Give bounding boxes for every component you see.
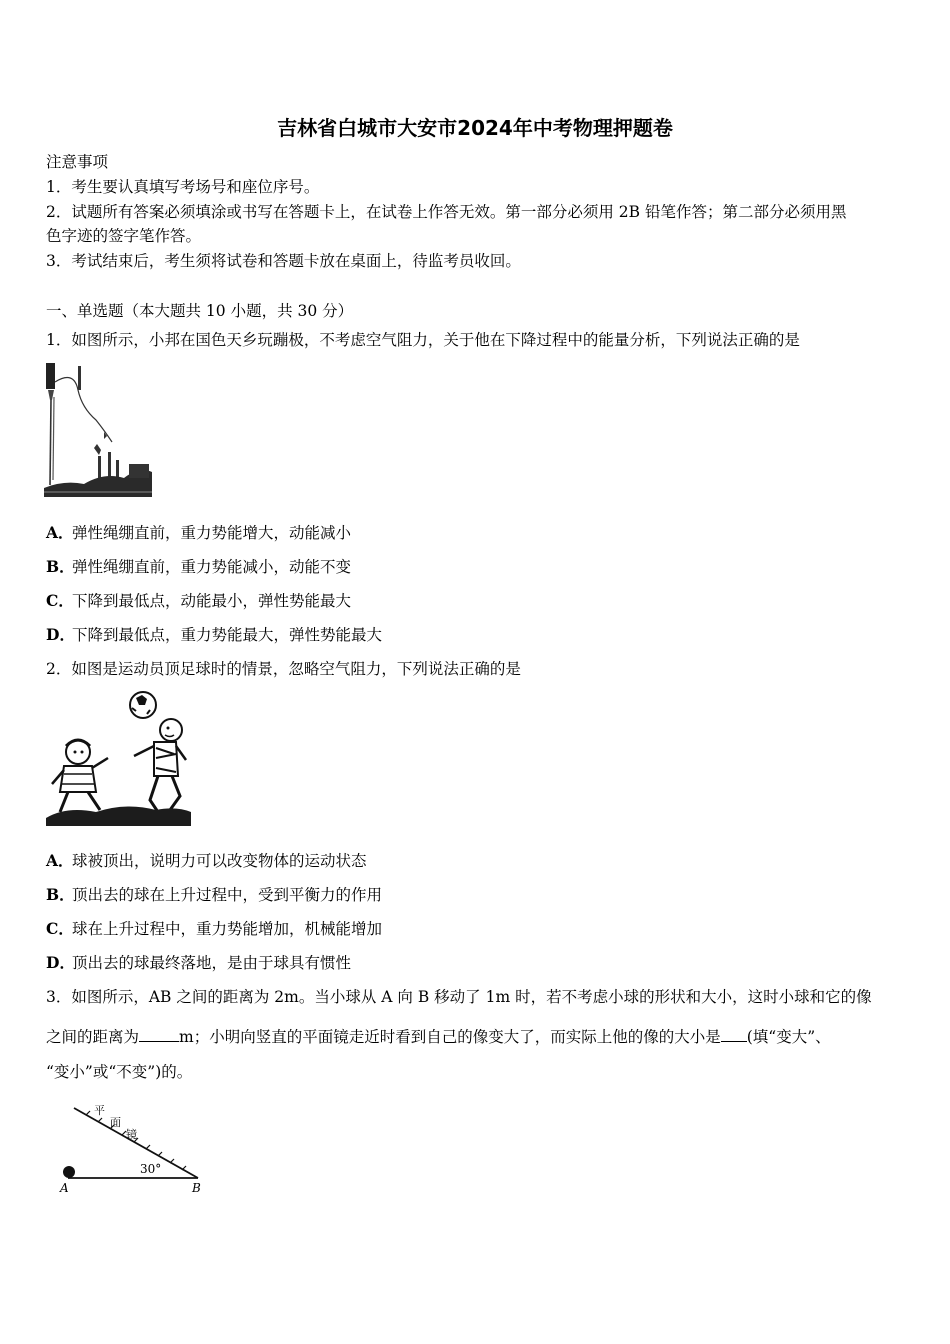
q1-option-a[interactable] xyxy=(46,523,351,543)
q1-option-b-text: 弹性绳绷直前，重力势能减小，动能不变 xyxy=(72,558,352,576)
bungee-figure xyxy=(44,360,152,497)
point-b-label: B xyxy=(192,1181,201,1195)
q1-stem: 1．如图所示，小邦在国色天乡玩蹦极，不考虑空气阻力，关于他在下降过程中的能量分析，下列说法正确的是 xyxy=(46,331,800,349)
notice-item-1: 1．考生要认真填写考场号和座位序号。 xyxy=(46,178,320,196)
q1-option-a-key: A． xyxy=(46,523,74,542)
mirror-line xyxy=(74,1108,198,1178)
angle-label: 30° xyxy=(140,1162,162,1176)
q1-option-d-key: D． xyxy=(46,625,75,644)
q2-option-a-key: A． xyxy=(46,851,74,870)
q3-line-2-part-b: m；小明向竖直的平面镜走近时看到自己的像变大了，而实际上他的像的大小是 xyxy=(179,1028,721,1046)
q3-line-2-part-a: 之间的距离为 xyxy=(46,1028,140,1046)
q2-option-b[interactable] xyxy=(46,885,382,905)
notice-item-3: 3．考试结束后，考生须将试卷和答题卡放在桌面上，待监考员收回。 xyxy=(46,252,521,270)
section-heading: 一、单选题（本大题共 10 小题，共 30 分） xyxy=(46,302,354,320)
ball-dot xyxy=(63,1166,75,1178)
q3-line-1: 3．如图所示，AB 之间的距离为 2m。当小球从 A 向 B 移动了 1m 时，若不考虑小球的形状和大小，这时小球和它的像 xyxy=(46,988,872,1006)
point-a-label: A xyxy=(60,1181,69,1195)
notice-item-2-cont: 色字迹的签字笔作答。 xyxy=(46,227,202,245)
q1-option-d[interactable] xyxy=(46,625,382,645)
q2-option-a[interactable] xyxy=(46,851,367,871)
mirror-label-char-2: 面 xyxy=(110,1116,121,1129)
q1-option-c-text: 下降到最低点，动能最小，弹性势能最大 xyxy=(72,592,352,610)
notice-item-2: 2．试题所有答案必须填涂或书写在答题卡上，在试卷上作答无效。第一部分必须用 2B 铅笔作答；第二部分必须用黑 xyxy=(46,203,847,221)
q2-option-b-text: 顶出去的球在上升过程中，受到平衡力的作用 xyxy=(72,886,383,904)
q2-option-a-text: 球被顶出，说明力可以改变物体的运动状态 xyxy=(72,852,367,870)
q2-stem: 2．如图是运动员顶足球时的情景，忽略空气阻力，下列说法正确的是 xyxy=(46,660,521,678)
q3-blank-1[interactable] xyxy=(139,1025,179,1042)
q2-option-d-text: 顶出去的球最终落地，是由于球具有惯性 xyxy=(72,954,352,972)
q2-option-c[interactable] xyxy=(46,919,382,939)
q1-option-c-key: C． xyxy=(46,591,74,610)
mirror-label-char-3: 镜 xyxy=(126,1128,137,1141)
q3-line-3: “变小”或“不变”)的。 xyxy=(46,1063,193,1081)
q3-line-2 xyxy=(46,1025,831,1047)
page-title: 吉林省白城市大安市2024年中考物理押题卷 xyxy=(277,116,673,140)
q1-option-a-text: 弹性绳绷直前，重力势能增大，动能减小 xyxy=(72,524,352,542)
q1-option-d-text: 下降到最低点，重力势能最大，弹性势能最大 xyxy=(72,626,383,644)
q1-option-c[interactable] xyxy=(46,591,351,611)
q1-option-b-key: B． xyxy=(46,557,75,576)
q2-option-b-key: B． xyxy=(46,885,75,904)
heading-ball-figure xyxy=(46,688,191,826)
q1-option-b[interactable] xyxy=(46,557,351,577)
q3-line-2-part-c: (填“变大”、 xyxy=(746,1028,831,1046)
q2-option-c-key: C． xyxy=(46,919,74,938)
q3-blank-2[interactable] xyxy=(721,1025,747,1042)
q2-option-d-key: D． xyxy=(46,953,75,972)
q2-option-d[interactable] xyxy=(46,953,351,973)
notice-heading: 注意事项 xyxy=(46,153,109,171)
mirror-figure xyxy=(46,1100,206,1198)
q2-option-c-text: 球在上升过程中，重力势能增加，机械能增加 xyxy=(72,920,383,938)
mirror-label-char-1: 平 xyxy=(94,1104,105,1117)
